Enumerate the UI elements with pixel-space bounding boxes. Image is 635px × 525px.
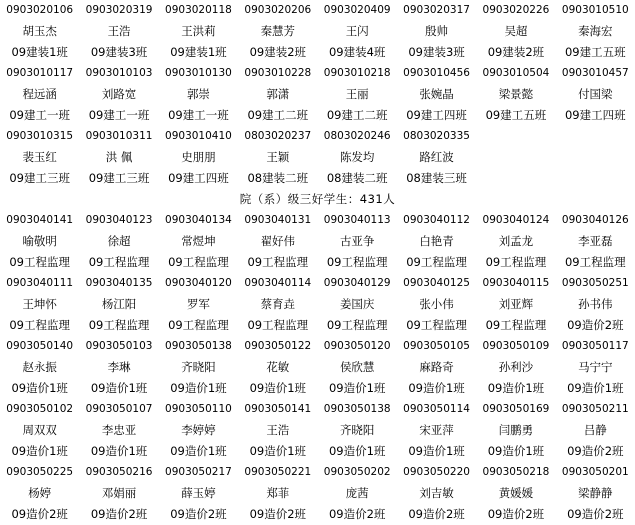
- student-name-cell: 邓娟丽: [101, 486, 137, 500]
- student-id-cell: 0803020237: [244, 130, 312, 142]
- class-name-cell: 08建装二班: [326, 171, 388, 185]
- class-name-cell: 09建装4班: [328, 45, 386, 59]
- class-name-cell: 09建装2班: [249, 45, 307, 59]
- class-name-cell: 09工程监理: [247, 318, 309, 332]
- table-row: [0, 462, 635, 483]
- student-id-cell: 0903010103: [85, 67, 153, 79]
- class-name-cell: 09造价2班: [567, 444, 624, 458]
- student-id-cell: 0903050110: [165, 403, 232, 415]
- table-row: [0, 231, 635, 252]
- class-name-cell: 09工程监理: [564, 255, 626, 269]
- table-row: [0, 294, 635, 315]
- student-id-cell: 0903020206: [244, 4, 312, 16]
- student-id-cell: 0903040120: [165, 277, 232, 289]
- class-name-cell: 09造价2班: [90, 507, 148, 521]
- class-name-cell: 09造价1班: [90, 381, 148, 395]
- class-name-cell: 09造价2班: [408, 507, 465, 521]
- student-name-cell: 王浩: [266, 423, 290, 437]
- student-id-cell: 0903050107: [85, 403, 153, 415]
- student-id-cell: 0903040124: [482, 214, 550, 226]
- class-name-cell: 08建装二班: [247, 171, 309, 185]
- student-id-cell: 0903050169: [482, 403, 550, 415]
- student-id-cell: 0903020317: [403, 4, 470, 16]
- student-id-cell: 0903040134: [165, 214, 232, 226]
- student-name-cell: 刘吉敏: [419, 486, 454, 500]
- student-id-cell: 0903050221: [244, 466, 312, 478]
- bottom-student-table: [0, 210, 635, 525]
- class-name-cell: 09造价1班: [487, 444, 545, 458]
- student-name-cell: 王浩: [107, 24, 131, 38]
- student-id-cell: 0903050117: [561, 340, 629, 352]
- student-name-cell: 孙利沙: [498, 360, 534, 374]
- student-name-cell: 杨江阳: [101, 297, 137, 311]
- student-id-cell: 0903040131: [244, 214, 312, 226]
- class-name-cell: 09工程监理: [168, 318, 229, 332]
- student-id-cell: 0903050103: [85, 340, 153, 352]
- student-id-cell: 0903010228: [244, 67, 312, 79]
- student-name-cell: 陈发均: [339, 150, 375, 164]
- class-name-cell: 09建工五班: [564, 45, 626, 59]
- class-name-cell: 09建工五班: [485, 108, 547, 122]
- student-id-cell: 0903050201: [561, 466, 629, 478]
- class-name-cell: 09造价1班: [11, 444, 68, 458]
- class-name-cell: 09造价1班: [170, 381, 227, 395]
- student-name-cell: 王丽: [345, 87, 369, 101]
- student-name-cell: 张婉晶: [419, 87, 454, 101]
- class-name-cell: 09造价1班: [328, 444, 386, 458]
- student-name-cell: 吕静: [583, 423, 607, 437]
- class-name-cell: 09造价2班: [567, 318, 624, 332]
- student-name-cell: 梁景懿: [498, 87, 534, 101]
- student-name-cell: 李琳: [107, 360, 131, 374]
- student-name-cell: 胡玉杰: [22, 24, 57, 38]
- student-id-cell: 0903020106: [6, 4, 74, 16]
- student-name-cell: 洪 佩: [105, 150, 133, 164]
- student-name-cell: 齐晓阳: [181, 360, 216, 374]
- class-name-cell: 09工程监理: [326, 318, 388, 332]
- student-name-cell: 马宁宁: [578, 360, 613, 374]
- student-name-cell: 王坤怀: [22, 297, 57, 311]
- student-id-cell: 0903010130: [165, 67, 232, 79]
- class-name-cell: 09造价1班: [249, 444, 307, 458]
- student-name-cell: 喻敬明: [22, 234, 57, 248]
- table-row: [0, 315, 635, 336]
- student-id-cell: 0903050251: [561, 277, 629, 289]
- student-name-cell: 王洪莉: [181, 24, 216, 38]
- student-name-cell: 裴玉红: [22, 150, 57, 164]
- summary-line: 院（系）级三好学生：431人: [239, 192, 396, 206]
- student-name-cell: 郭崇: [186, 87, 210, 101]
- student-id-cell: 0903050138: [323, 403, 391, 415]
- table-row: [0, 105, 635, 126]
- student-id-cell: 0903050140: [6, 340, 74, 352]
- student-name-cell: 郑菲: [266, 486, 290, 500]
- student-name-cell: 李婷婷: [181, 423, 216, 437]
- student-id-cell: 0903020319: [85, 4, 153, 16]
- student-name-cell: 吴超: [504, 24, 528, 38]
- class-name-cell: 09工程监理: [9, 318, 70, 332]
- class-name-cell: 09造价1班: [408, 444, 465, 458]
- student-name-cell: 史朋朋: [181, 150, 216, 164]
- class-name-cell: 09造价2班: [328, 507, 386, 521]
- table-row: [0, 357, 635, 378]
- class-name-cell: 09工程监理: [88, 318, 150, 332]
- student-id-cell: 0903050217: [165, 466, 232, 478]
- table-row: [0, 42, 635, 63]
- student-id-cell: 0903010456: [403, 67, 470, 79]
- student-name-cell: 古亚争: [339, 234, 375, 248]
- class-name-cell: 09工程监理: [485, 255, 547, 269]
- student-name-cell: 孙书伟: [578, 297, 613, 311]
- class-name-cell: 09建工三班: [88, 171, 150, 185]
- table-row: [0, 0, 635, 21]
- class-name-cell: 09工程监理: [326, 255, 388, 269]
- student-name-cell: 李亚磊: [578, 234, 613, 248]
- student-name-cell: 付国梁: [578, 87, 613, 101]
- student-id-cell: 0903040125: [403, 277, 470, 289]
- class-name-cell: 09造价1班: [90, 444, 148, 458]
- student-name-cell: 白艳青: [419, 234, 454, 248]
- student-id-cell: 0903050225: [6, 466, 74, 478]
- student-id-cell: 0903040115: [482, 277, 550, 289]
- student-name-cell: 秦海宏: [578, 24, 613, 38]
- student-id-cell: 0903010311: [85, 130, 153, 142]
- student-name-cell: 赵永振: [22, 360, 57, 374]
- student-name-cell: 杨婷: [28, 486, 52, 500]
- table-row: [0, 21, 635, 42]
- student-name-cell: 刘孟龙: [498, 234, 534, 248]
- student-name-cell: 徐超: [107, 234, 131, 248]
- student-name-cell: 齐晓阳: [339, 423, 375, 437]
- student-name-cell: 刘亚辉: [498, 297, 534, 311]
- class-name-cell: 09造价2班: [487, 507, 545, 521]
- student-name-cell: 常煜坤: [181, 234, 216, 248]
- table-row: [0, 504, 635, 525]
- student-id-cell: 0903050211: [561, 403, 629, 415]
- student-name-cell: 侯欣慧: [339, 360, 375, 374]
- student-id-cell: 0903040126: [561, 214, 629, 226]
- class-name-cell: 09建装3班: [408, 45, 465, 59]
- student-id-cell: 0903040112: [403, 214, 470, 226]
- top-student-table: [0, 0, 635, 189]
- student-id-cell: 0903010457: [561, 67, 629, 79]
- class-name-cell: 09建装3班: [90, 45, 148, 59]
- student-name-cell: 路红波: [419, 150, 454, 164]
- student-id-cell: 0903050218: [482, 466, 550, 478]
- table-row: [0, 273, 635, 294]
- class-name-cell: 09建工四班: [406, 108, 467, 122]
- table-row: [0, 84, 635, 105]
- student-id-cell: 0903050216: [85, 466, 153, 478]
- class-name-cell: 09造价2班: [567, 507, 624, 521]
- class-name-cell: 09建工三班: [9, 171, 70, 185]
- student-id-cell: 0903010504: [482, 67, 550, 79]
- class-name-cell: 09造价1班: [487, 381, 545, 395]
- class-name-cell: 08建装三班: [406, 171, 467, 185]
- student-name-cell: 李忠亚: [101, 423, 137, 437]
- table-row: [0, 126, 635, 147]
- student-id-cell: 0903050138: [165, 340, 232, 352]
- student-name-cell: 王闪: [345, 24, 369, 38]
- student-id-cell: 0903040129: [323, 277, 391, 289]
- table-row: [0, 252, 635, 273]
- table-row: [0, 399, 635, 420]
- class-name-cell: 09造价1班: [170, 444, 227, 458]
- table-row: [0, 63, 635, 84]
- class-name-cell: 09建工一班: [168, 108, 229, 122]
- student-id-cell: 0903040111: [6, 277, 74, 289]
- student-id-cell: 0903050102: [6, 403, 74, 415]
- student-name-cell: 花敏: [266, 360, 290, 374]
- class-name-cell: 09建工四班: [564, 108, 626, 122]
- class-name-cell: 09建装1班: [11, 45, 68, 59]
- student-name-cell: 姜国庆: [339, 297, 375, 311]
- table-row: [0, 483, 635, 504]
- class-name-cell: 09工程监理: [247, 255, 309, 269]
- student-name-cell: 秦慧芳: [260, 24, 296, 38]
- class-name-cell: 09工程监理: [406, 318, 467, 332]
- class-name-cell: 09造价1班: [567, 381, 624, 395]
- student-id-cell: 0903020226: [482, 4, 550, 16]
- student-id-cell: 0903040141: [6, 214, 74, 226]
- student-id-cell: 0903050105: [403, 340, 470, 352]
- student-id-cell: 0903050141: [244, 403, 312, 415]
- class-name-cell: 09造价1班: [328, 381, 386, 395]
- student-name-cell: 刘路宽: [101, 87, 137, 101]
- class-name-cell: 09造价1班: [11, 381, 68, 395]
- student-name-cell: 麻路奇: [419, 360, 454, 374]
- student-id-cell: 0903050202: [323, 466, 391, 478]
- table-row: [0, 378, 635, 399]
- student-name-cell: 闫鹏勇: [498, 423, 534, 437]
- student-name-cell: 殷帅: [425, 24, 449, 38]
- student-name-cell: 郭潇: [266, 87, 290, 101]
- student-id-cell: 0903010218: [323, 67, 391, 79]
- student-name-cell: 罗军: [186, 297, 210, 311]
- student-name-cell: 黄媛媛: [498, 486, 534, 500]
- class-name-cell: 09建工四班: [168, 171, 229, 185]
- student-id-cell: 0903050122: [244, 340, 312, 352]
- student-id-cell: 0903050220: [403, 466, 470, 478]
- table-row: [0, 420, 635, 441]
- student-name-cell: 周双双: [22, 423, 57, 437]
- class-name-cell: 09工程监理: [9, 255, 70, 269]
- class-name-cell: 09建工一班: [9, 108, 70, 122]
- student-name-cell: 庞茜: [345, 486, 369, 500]
- table-row: [0, 336, 635, 357]
- student-name-cell: 宋亚萍: [419, 423, 454, 437]
- class-name-cell: 09工程监理: [88, 255, 150, 269]
- student-id-cell: 0803020335: [403, 130, 470, 142]
- student-id-cell: 0903050114: [403, 403, 470, 415]
- student-id-cell: 0903040135: [85, 277, 153, 289]
- student-id-cell: 0903010410: [165, 130, 232, 142]
- class-name-cell: 09造价1班: [408, 381, 465, 395]
- table-row: [0, 441, 635, 462]
- class-name-cell: 09造价2班: [170, 507, 227, 521]
- class-name-cell: 09工程监理: [168, 255, 229, 269]
- table-row: [0, 168, 635, 189]
- class-name-cell: 09建工一班: [88, 108, 150, 122]
- class-name-cell: 09建工二班: [247, 108, 309, 122]
- class-name-cell: 09造价2班: [249, 507, 307, 521]
- class-name-cell: 09建装1班: [170, 45, 227, 59]
- student-name-cell: 翟好伟: [260, 234, 296, 248]
- student-id-cell: 0903010117: [6, 67, 74, 79]
- class-name-cell: 09工程监理: [406, 255, 467, 269]
- student-id-cell: 0903040114: [244, 277, 312, 289]
- class-name-cell: 09造价1班: [249, 381, 307, 395]
- table-row: [0, 147, 635, 168]
- student-id-cell: 0903010315: [6, 130, 74, 142]
- class-name-cell: 09造价2班: [11, 507, 68, 521]
- student-id-cell: 0903010510: [561, 4, 629, 16]
- table-row: [0, 210, 635, 231]
- student-name-cell: 梁静静: [578, 486, 613, 500]
- class-name-cell: 09建装2班: [487, 45, 545, 59]
- student-name-cell: 蔡育垚: [260, 297, 296, 311]
- class-name-cell: 09工程监理: [485, 318, 547, 332]
- student-name-cell: 薛玉婷: [181, 486, 216, 500]
- student-id-cell: 0803020246: [323, 130, 391, 142]
- student-id-cell: 0903050120: [323, 340, 391, 352]
- student-id-cell: 0903040113: [323, 214, 391, 226]
- student-id-cell: 0903020409: [323, 4, 391, 16]
- student-id-cell: 0903050109: [482, 340, 550, 352]
- student-id-cell: 0903040123: [85, 214, 153, 226]
- class-name-cell: 09建工二班: [326, 108, 388, 122]
- student-name-cell: 王颖: [266, 150, 290, 164]
- student-name-cell: 程远涵: [22, 87, 57, 101]
- student-id-cell: 0903020118: [165, 4, 232, 16]
- student-name-cell: 张小伟: [419, 297, 454, 311]
